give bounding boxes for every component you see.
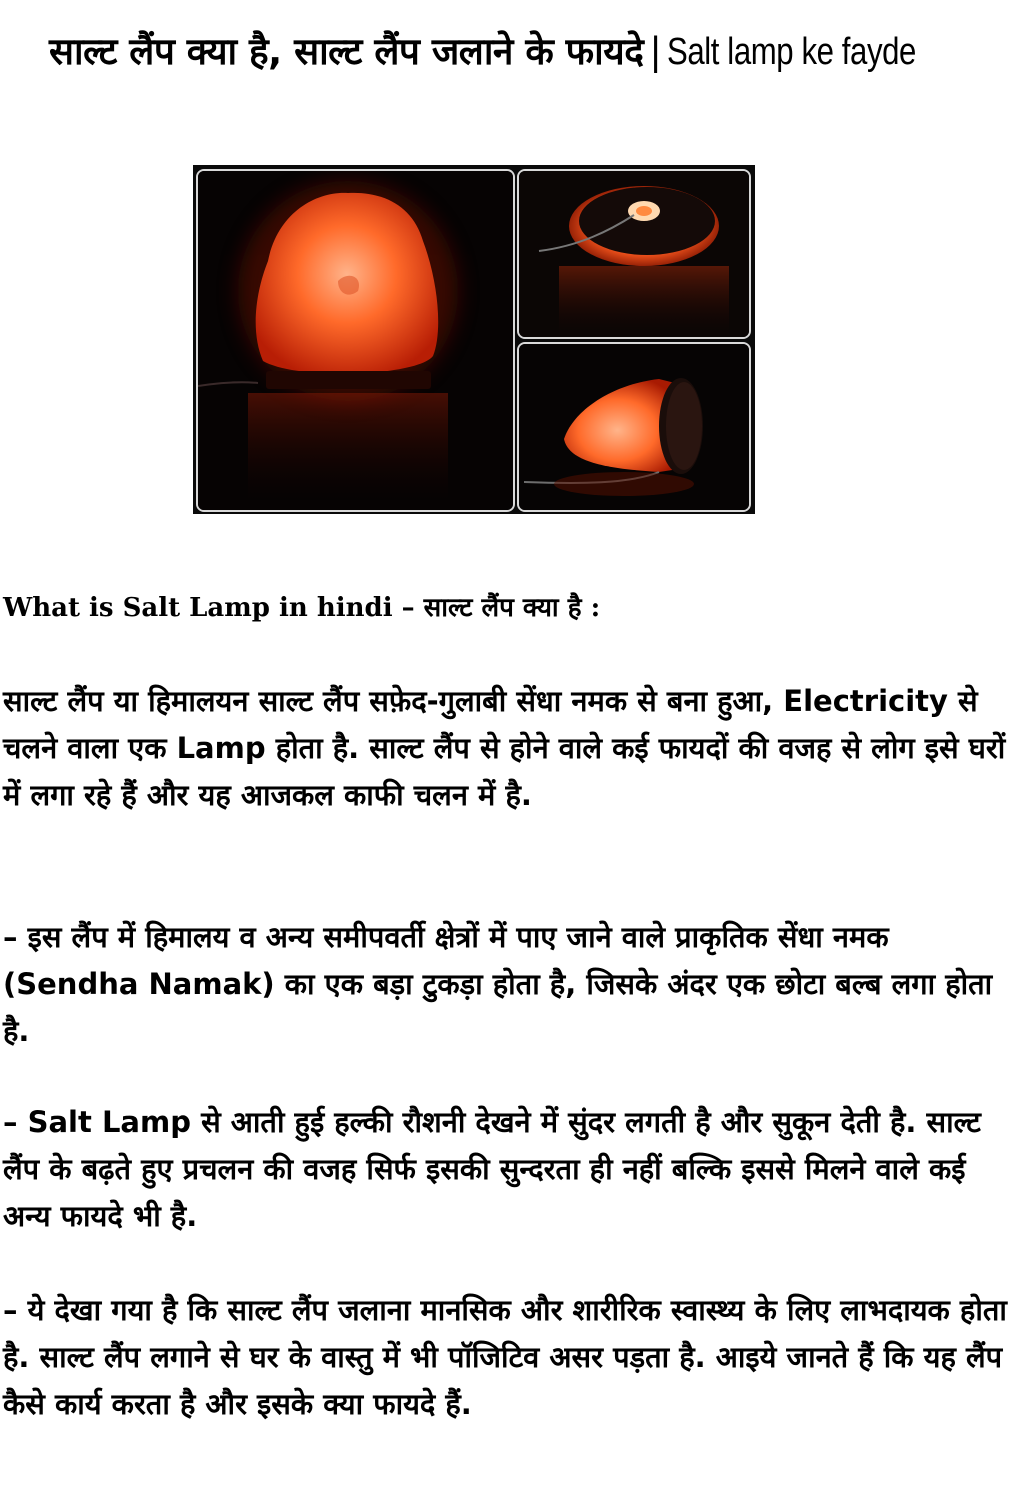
salt-lamp-base-photo [517, 169, 751, 339]
paragraph-benefits: – ये देखा गया है कि साल्ट लैंप जलाना मानसिक और शारीरिक स्वास्थ्य के लिए लाभदायक होता है. साल्ट लैंप लगाने से घर के वास्तु में भी पॉजिटिव असर पड़ता है. आइये जानते हैं कि यह लैंप कैसे कार्य करता है और इसके क्या फायदे हैं. [3, 1293, 1007, 1421]
salt-lamp-front-illustration [198, 171, 513, 510]
paragraph-light: – Salt Lamp से आती हुई हल्की रौशनी देखने में सुंदर लगती है और सुकून देती है. साल्ट लैंप के बढ़ते हुए प्रचलन की वजह सिर्फ इसकी सुन्दरता ही नहीं बल्कि इससे मिलने वाले कई अन्य फायदे भी है. [3, 1105, 981, 1233]
paragraph-intro: साल्ट लैंप या हिमालयन साल्ट लैंप सफ़ेद-गुलाबी सेंधा नमक से बना हुआ, Electricity से चलने वाला एक Lamp होता है. साल्ट लैंप से होने वाले कई फायदों की वजह से लोग इसे घरों में लगा रहे हैं और यह आजकल काफी चलन में है. [3, 684, 1006, 812]
salt-lamp-front-photo [196, 169, 515, 512]
section-heading: What is Salt Lamp in hindi – साल्ट लैंप क्या है : [3, 593, 601, 623]
title-hindi: साल्ट लैंप क्या है, साल्ट लैंप जलाने के फायदे [49, 30, 644, 73]
title-latin: Salt lamp ke fayde [667, 31, 917, 73]
paragraph-composition: – इस लैंप में हिमालय व अन्य समीपवर्ती क्षेत्रों में पाए जाने वाले प्राकृतिक सेंधा नमक (Sendha Namak) का एक बड़ा टुकड़ा होता है, जिसके अंदर एक छोटा बल्ब लगा होता है. [3, 920, 993, 1048]
title-separator: | [649, 30, 662, 73]
salt-lamp-side-illustration [519, 344, 749, 510]
salt-lamp-side-photo [517, 342, 751, 512]
page-title [0, 28, 1020, 76]
salt-lamp-base-illustration [519, 171, 749, 337]
salt-lamp-photo-collage [193, 165, 755, 514]
